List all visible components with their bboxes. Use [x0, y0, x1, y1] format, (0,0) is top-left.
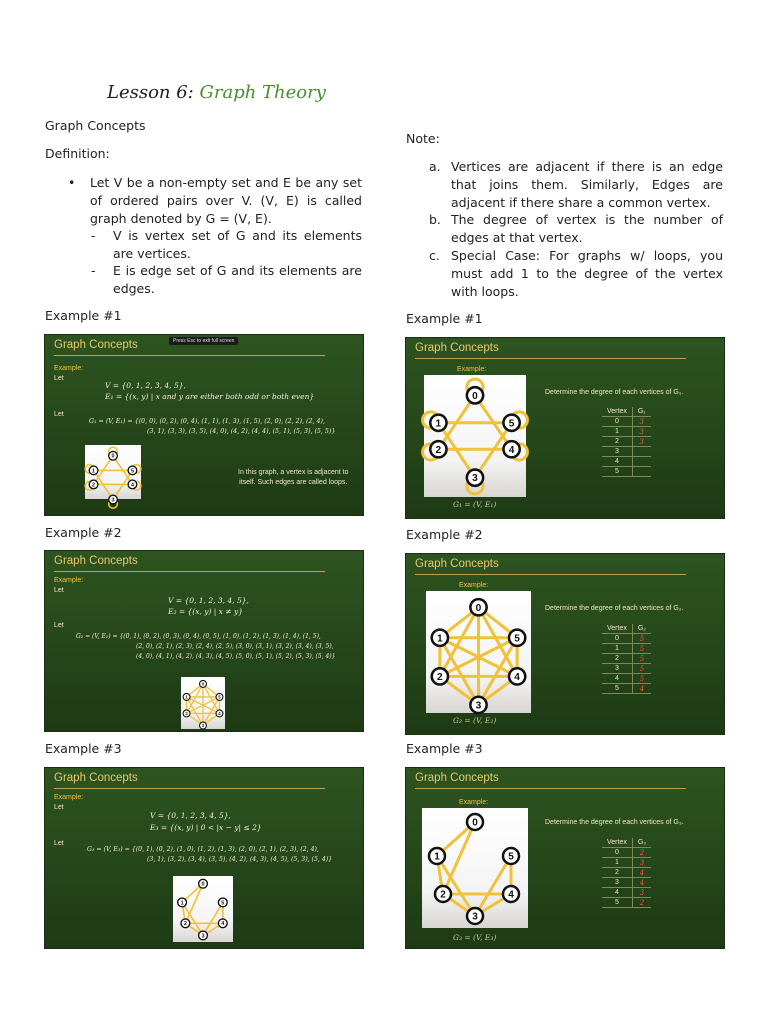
- graph-caption: G₃ = (V, E₃): [453, 933, 497, 942]
- vertex-cell: 5: [602, 898, 632, 908]
- example-word: Example:: [459, 799, 489, 806]
- graph-vertex-label: 2: [185, 710, 188, 716]
- table-header-row: [602, 838, 651, 848]
- graph-vertex-label: 5: [218, 694, 221, 700]
- vertex-cell: 4: [602, 674, 632, 684]
- vertex-cell: 5: [602, 467, 632, 477]
- graph-vertex-label: 3: [111, 497, 115, 504]
- graph-vertex-label: 1: [437, 633, 443, 645]
- graph-pairs-line-1: G₁ = (V, E₁) = {(0, 0), (0, 2), (0, 4), (1, 1), (1, 3), (1, 5), (2, 0), (2, 2), (2, 4),: [89, 418, 325, 425]
- degree-table: [602, 407, 651, 477]
- fullscreen-notice: Press Esc to exit full screen: [169, 337, 238, 345]
- let-word: Let: [54, 840, 64, 847]
- graph-vertex-label: 4: [508, 889, 514, 901]
- graph-vertex-label: 4: [514, 671, 520, 683]
- determine-prompt: Determine the degree of each vertices of G₁.: [545, 389, 684, 396]
- graph-edge: [475, 856, 511, 916]
- dash-marker: -: [91, 263, 96, 278]
- vertex-cell: 0: [602, 417, 632, 427]
- let-word: Let: [54, 411, 64, 418]
- graph-vertex-label: 2: [440, 889, 446, 901]
- table-row: [602, 848, 651, 858]
- lesson-number: Lesson 6:: [107, 82, 194, 103]
- vertex-cell: 5: [602, 684, 632, 694]
- slide-example-3-definition: [44, 767, 364, 949]
- degree-cell: 4: [632, 868, 651, 878]
- graph-vertex-label: 4: [508, 444, 515, 456]
- note-text: The degree of vertex is the number of edges at that vertex.: [451, 212, 723, 245]
- graph-caption: G₂ = (V, E₂): [453, 716, 497, 725]
- vertex-header: Vertex: [602, 624, 632, 634]
- graph-vertex-label: 0: [475, 602, 482, 614]
- degree-cell: 5: [632, 664, 651, 674]
- sub-item-v: [91, 227, 362, 263]
- graph-thumbnail: [85, 445, 141, 504]
- graph-vertex-label: 2: [437, 671, 443, 683]
- table-row: [602, 437, 651, 447]
- let-word: Let: [54, 804, 64, 811]
- graph-vertex-label: 2: [435, 444, 442, 456]
- vertex-cell: 0: [602, 848, 632, 858]
- graph-vertex-label: 3: [201, 933, 205, 940]
- note-text: Vertices are adjacent if there is an edge that joins them. Similarly, Edges are adjacent if there share a common vertex.: [451, 159, 723, 210]
- table-row: [602, 684, 651, 694]
- graph-vertex-label: 0: [201, 681, 205, 687]
- graph-vertex-label: 1: [180, 900, 184, 907]
- vertex-cell: 3: [602, 664, 632, 674]
- definition-bullet: [68, 174, 362, 228]
- slide-rule: [415, 574, 686, 575]
- table-header-row: [602, 407, 651, 417]
- example-word: Example:: [54, 794, 84, 801]
- vertex-set: V = {0, 1, 2, 3, 4, 5},: [105, 381, 186, 390]
- graph-pairs-line-2: (2, 0), (2, 1), (2, 3), (2, 4), (2, 5), (3, 0), (3, 1), (3, 2), (3, 4), (3, 5),: [136, 643, 334, 650]
- dash-marker: -: [91, 228, 96, 243]
- degree-cell: [632, 467, 650, 477]
- slide-rule: [54, 355, 325, 356]
- example-2-label-left: Example #2: [45, 525, 122, 540]
- graph-vertex-label: 1: [434, 851, 440, 863]
- note-marker: b.: [429, 212, 441, 227]
- vertex-cell: 4: [602, 457, 632, 467]
- graph-edge: [185, 881, 205, 924]
- graph-vertex-label: 3: [472, 911, 478, 923]
- graph-vertex-label: 1: [435, 418, 442, 430]
- example-2-label-right: Example #2: [406, 527, 483, 542]
- degree-cell: [632, 447, 650, 457]
- graph-g3-small: [173, 876, 233, 942]
- degree-cell: 4: [632, 684, 651, 694]
- graph-caption: G₁ = (V, E₁): [453, 500, 497, 509]
- graph-vertex-label: 5: [130, 468, 134, 475]
- graph-g3: [422, 808, 528, 928]
- table-row: [602, 868, 651, 878]
- table-row: [602, 417, 651, 427]
- graph-panel: [426, 591, 531, 713]
- graph-thumbnail: [181, 677, 225, 729]
- example-3-label-right: Example #3: [406, 741, 483, 756]
- table-row: [602, 427, 651, 437]
- slide-heading: Graph Concepts: [415, 342, 499, 354]
- graph-vertex-label: 5: [508, 418, 515, 430]
- table-row: [602, 457, 651, 467]
- vertex-set: V = {0, 1, 2, 3, 4, 5},: [150, 811, 231, 820]
- graph-vertex-label: 1: [92, 468, 96, 475]
- degree-cell: 3: [632, 427, 650, 437]
- degree-cell: 5: [632, 674, 651, 684]
- graph-vertex-label: 5: [221, 900, 225, 907]
- graph-vertex-label: 5: [508, 851, 514, 863]
- lesson-topic: Graph Theory: [199, 82, 326, 103]
- definition-label: Definition:: [45, 146, 110, 161]
- table-row: [602, 467, 651, 477]
- sub-item-e: [91, 262, 362, 298]
- bullet-dot: •: [68, 175, 76, 190]
- slide-rule: [415, 358, 686, 359]
- degree-header: G₂: [632, 624, 651, 634]
- degree-cell: 5: [632, 634, 651, 644]
- example-1-label-left: Example #1: [45, 308, 122, 323]
- example-word: Example:: [54, 365, 84, 372]
- note-text: Special Case: For graphs w/ loops, you must add 1 to the degree of the vertex with loops.: [451, 248, 723, 299]
- graph-panel: [422, 808, 528, 928]
- vertex-cell: 2: [602, 654, 632, 664]
- graph-vertex-label: 0: [472, 817, 478, 829]
- graph-pairs-line-1: G₂ = (V, E₂) = {(0, 1), (0, 2), (0, 3), (0, 4), (0, 5), (1, 0), (1, 2), (1, 3), (1, 4), (1, 5),: [76, 633, 321, 640]
- slide-rule: [54, 788, 325, 789]
- table-row: [602, 878, 651, 888]
- table-row: [602, 644, 651, 654]
- table-row: [602, 888, 651, 898]
- graph-vertex-label: 3: [201, 723, 205, 729]
- vertex-cell: 1: [602, 427, 632, 437]
- degree-cell: 3: [632, 858, 651, 868]
- section-heading: Graph Concepts: [45, 118, 146, 133]
- let-word: Let: [54, 622, 64, 629]
- degree-header: G₁: [632, 407, 650, 417]
- example-3-label-left: Example #3: [45, 741, 122, 756]
- lesson-title: [107, 82, 326, 103]
- vertex-cell: 3: [602, 878, 632, 888]
- table-header-row: [602, 624, 651, 634]
- vertex-cell: 0: [602, 634, 632, 644]
- graph-vertex-label: 5: [514, 633, 520, 645]
- degree-header: G₃: [632, 838, 651, 848]
- slide-example-1-definition: [44, 334, 364, 516]
- degree-cell: 2: [632, 898, 651, 908]
- degree-cell: 3: [632, 888, 651, 898]
- graph-vertex-label: 4: [130, 482, 134, 489]
- vertex-cell: 4: [602, 888, 632, 898]
- note-item-b: [429, 211, 723, 247]
- slide-example-2-degree: [405, 553, 725, 735]
- slide-example-2-definition: [44, 550, 364, 732]
- vertex-header: Vertex: [602, 838, 632, 848]
- vertex-cell: 2: [602, 437, 632, 447]
- vertex-cell: 2: [602, 868, 632, 878]
- note-marker: a.: [429, 159, 441, 174]
- table-row: [602, 634, 651, 644]
- vertex-cell: 1: [602, 644, 632, 654]
- graph-vertex-label: 0: [472, 390, 478, 402]
- note-label: Note:: [406, 131, 440, 146]
- graph-vertex-label: 2: [92, 482, 96, 489]
- graph-pairs-line-3: (4, 0), (4, 1), (4, 2), (4, 3), (4, 5), (5, 0), (5, 1), (5, 2), (5, 3), (5, 4)}: [136, 653, 336, 660]
- graph-g1-small: [85, 445, 141, 504]
- table-row: [602, 674, 651, 684]
- slide-heading: Graph Concepts: [415, 772, 499, 784]
- slide-heading: Graph Concepts: [54, 772, 138, 784]
- edge-set: E₂ = {(x, y) | x ≠ y}: [168, 607, 243, 616]
- slide-heading: Graph Concepts: [415, 558, 499, 570]
- degree-table: [602, 838, 651, 908]
- vertex-cell: 3: [602, 447, 632, 457]
- slide-rule: [415, 788, 686, 789]
- vertex-cell: 1: [602, 858, 632, 868]
- slide-rule: [54, 571, 325, 572]
- graph-g2: [426, 591, 531, 713]
- determine-prompt: Determine the degree of each vertices of G₃.: [545, 819, 684, 826]
- table-row: [602, 664, 651, 674]
- edge-set: E₃ = {(x, y) | 0 < |x − y| ≤ 2}: [150, 823, 262, 832]
- slide-example-1-degree: [405, 337, 725, 519]
- degree-cell: 3: [632, 437, 650, 447]
- sub-item-v-text: V is vertex set of G and its elements are vertices.: [113, 228, 362, 261]
- graph-vertex-label: 0: [111, 453, 115, 460]
- graph-pairs-line-2: (3, 1), (3, 3), (3, 5), (4, 0), (4, 2), (4, 4), (5, 1), (5, 3), (5, 5)}: [147, 428, 336, 435]
- example-1-label-right: Example #1: [406, 311, 483, 326]
- definition-text: Let V be a non-empty set and E be any set of ordered pairs over V. (V, E) is called graph denoted by G = (V, E).: [90, 175, 362, 226]
- slide-heading: Graph Concepts: [54, 339, 138, 351]
- graph-g1: [424, 375, 526, 497]
- graph-vertex-label: 2: [183, 921, 187, 928]
- graph-pairs-line-1: G₃ = (V, E₃) = {(0, 1), (0, 2), (1, 0), (1, 2), (1, 3), (2, 0), (2, 1), (2, 3), (2, 4),: [87, 846, 319, 853]
- degree-cell: 3: [632, 417, 650, 427]
- graph-panel: [424, 375, 526, 497]
- degree-cell: [632, 457, 650, 467]
- slide-heading: Graph Concepts: [54, 555, 138, 567]
- note-marker: c.: [429, 248, 440, 263]
- table-row: [602, 447, 651, 457]
- graph-vertex-label: 3: [472, 473, 478, 485]
- table-row: [602, 654, 651, 664]
- note-item-c: [429, 247, 723, 301]
- determine-prompt: Determine the degree of each vertices of G₂.: [545, 605, 684, 612]
- graph-edge: [203, 902, 223, 935]
- degree-cell: 5: [632, 644, 651, 654]
- vertex-header: Vertex: [602, 407, 632, 417]
- vertex-set: V = {0, 1, 2, 3, 4, 5},: [168, 596, 249, 605]
- sub-item-e-text: E is edge set of G and its elements are edges.: [113, 263, 362, 296]
- degree-cell: 5: [632, 654, 651, 664]
- graph-vertex-label: 4: [218, 710, 221, 716]
- edge-set: E₁ = {(x, y) | x and y are either both odd or both even}: [105, 392, 315, 401]
- graph-vertex-label: 3: [475, 700, 482, 712]
- let-word: Let: [54, 587, 64, 594]
- note-item-a: [429, 158, 723, 212]
- graph-vertex-label: 0: [201, 881, 205, 888]
- degree-cell: 4: [632, 878, 651, 888]
- example-word: Example:: [457, 366, 487, 373]
- graph-g2-small: [181, 677, 225, 729]
- graph-vertex-label: 1: [185, 694, 188, 700]
- slide-example-3-degree: [405, 767, 725, 949]
- example-word: Example:: [459, 582, 489, 589]
- graph-vertex-label: 4: [221, 921, 225, 928]
- graph-thumbnail: [173, 876, 233, 942]
- degree-table: [602, 624, 651, 694]
- loop-note: In this graph, a vertex is adjacent to itself. Such edges are called loops.: [238, 469, 349, 486]
- table-row: [602, 858, 651, 868]
- example-word: Example:: [54, 577, 84, 584]
- graph-edge: [443, 822, 475, 894]
- table-row: [602, 898, 651, 908]
- let-word: Let: [54, 375, 64, 382]
- graph-pairs-line-2: (3, 1), (3, 2), (3, 4), (3, 5), (4, 2), (4, 3), (4, 5), (5, 3), (5, 4)}: [147, 856, 333, 863]
- degree-cell: 2: [632, 848, 651, 858]
